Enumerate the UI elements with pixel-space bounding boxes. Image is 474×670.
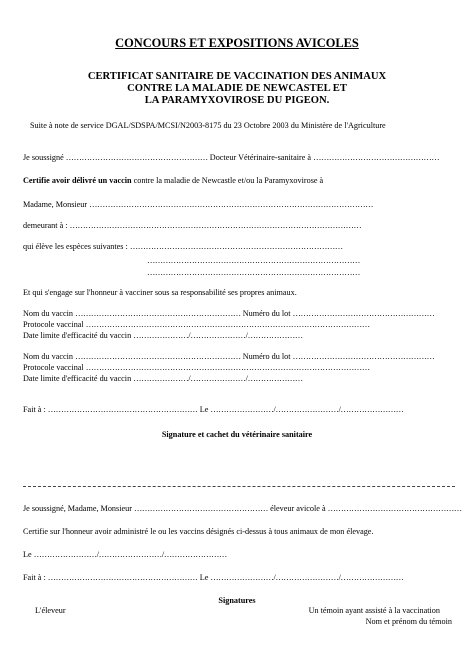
fait-line-1 bbox=[23, 406, 404, 414]
demeurant-label: demeurant à : bbox=[23, 221, 68, 230]
place-field[interactable]: ………………………………………………… bbox=[47, 405, 198, 414]
expiry-date-label: Date limite d'efficacité du vaccin bbox=[23, 331, 132, 340]
breeder-label: Je soussigné, Madame, Monsieur bbox=[23, 504, 132, 513]
vaccine-name-label: Nom du vaccin bbox=[23, 309, 74, 318]
le-label: Le bbox=[199, 573, 209, 582]
species-field-2[interactable]: ……………………………………………………………………… bbox=[147, 256, 360, 265]
certificate-title-line-2: CONTRE LA MALADIE DE NEWCASTEL ET bbox=[127, 83, 347, 94]
madame-line bbox=[23, 201, 373, 209]
especes-label: qui élève les espèces suivantes : bbox=[23, 242, 128, 251]
vet-label: Je soussigné bbox=[23, 153, 64, 162]
vaccine-2-protocol-line bbox=[23, 364, 370, 372]
protocol-field[interactable]: ……………………………………………………………………………………………… bbox=[85, 363, 370, 372]
vaccine-1-name-line bbox=[23, 310, 435, 318]
expiry-date-field[interactable]: …………………/…………………/………………… bbox=[133, 331, 303, 340]
vaccine-2-date-line bbox=[23, 375, 303, 383]
vaccine-1-date-line bbox=[23, 332, 303, 340]
reference-note: Suite à note de service DGAL/SDSPA/MCSI/N2003-8175 du 23 Octobre 2003 du Ministère de l'Agriculture bbox=[30, 121, 386, 130]
vet-role-label: Docteur Vétérinaire-sanitaire à bbox=[209, 153, 312, 162]
breeder-role-label: éleveur avicole à bbox=[270, 504, 326, 513]
certificate-title-line-1: CERTIFICAT SANITAIRE DE VACCINATION DES ANIMAUX bbox=[87, 71, 387, 82]
fait-line-2 bbox=[23, 574, 404, 582]
certify-bold-text: Certifie avoir délivré un vaccin bbox=[23, 176, 132, 185]
lot-number-field[interactable]: ……………………………………………… bbox=[292, 352, 435, 361]
species-field-3[interactable]: ……………………………………………………………………… bbox=[147, 268, 360, 277]
breeder-line bbox=[23, 505, 462, 513]
le-label: Le bbox=[199, 405, 209, 414]
engagement-text: Et qui s'engage sur l'honneur à vacciner sous sa responsabilité ses propres animaux. bbox=[23, 288, 297, 297]
date-field[interactable]: ……………………/……………………/…………………… bbox=[33, 550, 227, 559]
protocol-label: Protocole vaccinal bbox=[23, 363, 84, 372]
lot-number-label: Numéro du lot bbox=[242, 352, 291, 361]
vaccine-1-protocol-line bbox=[23, 321, 370, 329]
breeder-signature-label: L'éleveur bbox=[35, 606, 66, 615]
vet-signature-heading: Signature et cachet du vétérinaire sanitaire bbox=[161, 430, 313, 439]
vaccine-name-label: Nom du vaccin bbox=[23, 352, 74, 361]
breeder-name-field[interactable]: …………………………………………… bbox=[133, 504, 269, 513]
signatures-heading: Signatures bbox=[218, 596, 256, 605]
breeder-location-field[interactable]: …………………………………………… bbox=[327, 504, 462, 513]
lot-number-label: Numéro du lot bbox=[242, 309, 291, 318]
vet-name-field[interactable]: ……………………………………………… bbox=[65, 153, 208, 162]
breeder-certify-text: Certifie sur l'honneur avoir administré le ou les vaccins désignés ci-dessus à tous animaux de mon élevage. bbox=[23, 527, 374, 536]
expiry-date-field[interactable]: …………………/…………………/………………… bbox=[133, 374, 303, 383]
certify-rest-text: contre la maladie de Newcastle et/ou la Paramyxovirose à bbox=[133, 176, 324, 185]
fait-label: Fait à : bbox=[23, 573, 46, 582]
address-field[interactable]: ………………………………………………………………………………………………… bbox=[69, 221, 362, 230]
vaccine-name-field[interactable]: ……………………………………………………… bbox=[75, 309, 241, 318]
date-field[interactable]: ……………………/……………………/…………………… bbox=[210, 573, 404, 582]
page-title: CONCOURS ET EXPOSITIONS AVICOLES bbox=[115, 36, 359, 50]
certificate-title-line-3: LA PARAMYXOVIROSE DU PIGEON. bbox=[144, 95, 330, 106]
protocol-label: Protocole vaccinal bbox=[23, 320, 84, 329]
vaccine-name-field[interactable]: ……………………………………………………… bbox=[75, 352, 241, 361]
date-field[interactable]: ……………………/……………………/…………………… bbox=[210, 405, 404, 414]
certify-line bbox=[23, 177, 323, 185]
owner-name-field[interactable]: ……………………………………………………………………………………………… bbox=[89, 200, 374, 209]
witness-signature-label: Un témoin ayant assisté à la vaccination bbox=[308, 606, 440, 615]
especes-line bbox=[23, 243, 343, 251]
vet-line bbox=[23, 154, 439, 162]
madame-label: Madame, Monsieur bbox=[23, 200, 88, 209]
expiry-date-label: Date limite d'efficacité du vaccin bbox=[23, 374, 132, 383]
vaccine-2-name-line bbox=[23, 353, 435, 361]
vet-location-field[interactable]: ………………………………………… bbox=[313, 153, 440, 162]
dashed-separator bbox=[23, 486, 455, 487]
lot-number-field[interactable]: ……………………………………………… bbox=[292, 309, 435, 318]
species-field-1[interactable]: ……………………………………………………………………… bbox=[129, 242, 343, 251]
le-line bbox=[23, 551, 227, 559]
fait-label: Fait à : bbox=[23, 405, 46, 414]
place-field[interactable]: ………………………………………………… bbox=[47, 573, 198, 582]
witness-name-label: Nom et prénom du témoin bbox=[365, 617, 452, 626]
le-label: Le bbox=[23, 550, 32, 559]
protocol-field[interactable]: ……………………………………………………………………………………………… bbox=[85, 320, 370, 329]
demeurant-line bbox=[23, 222, 361, 230]
